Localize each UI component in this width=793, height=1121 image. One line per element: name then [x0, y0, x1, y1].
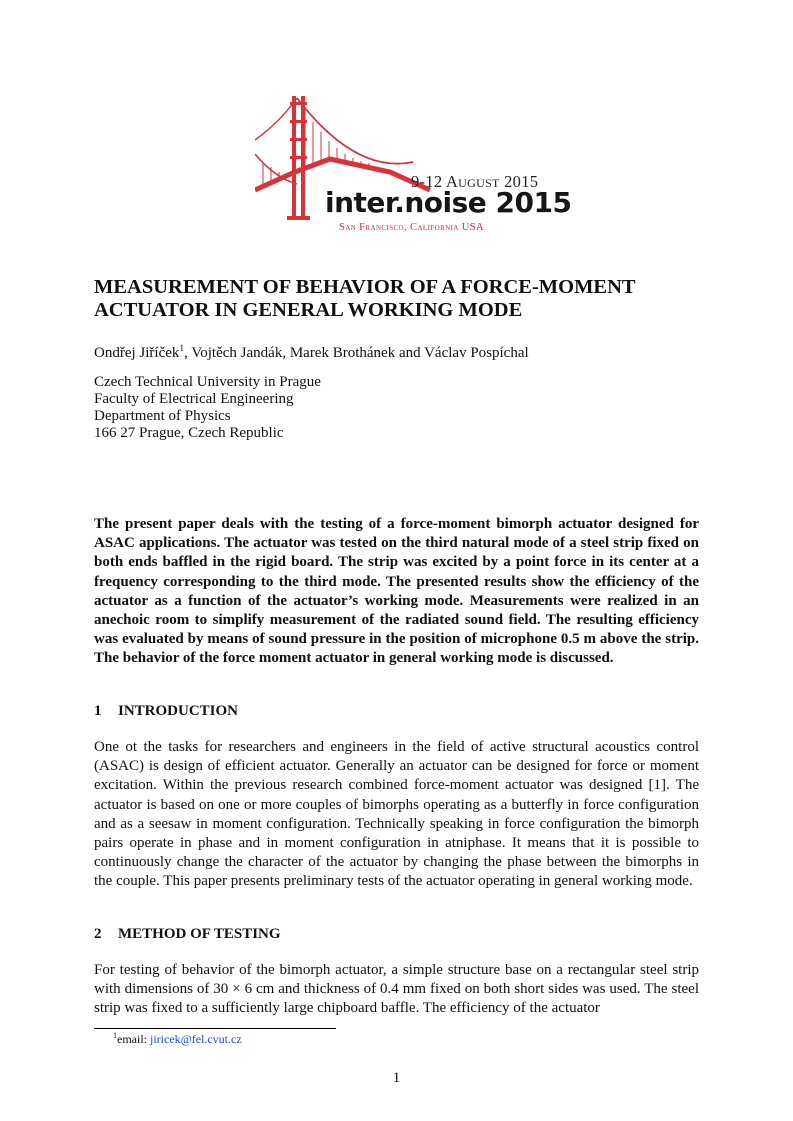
- affiliation-line: 166 27 Prague, Czech Republic: [94, 425, 284, 441]
- affiliation-line: Faculty of Electrical Engineering: [94, 391, 294, 407]
- email-link[interactable]: jiricek@fel.cvut.cz: [150, 1032, 242, 1046]
- affiliation-line: Department of Physics: [94, 408, 231, 424]
- section-number: 1: [94, 703, 102, 719]
- footnote-marker: 1: [179, 344, 185, 354]
- paper-title: MEASUREMENT OF BEHAVIOR OF A FORCE-MOMENT ACTUATOR IN GENERAL WORKING MODE: [94, 276, 636, 321]
- author-list: [94, 344, 529, 362]
- introduction-paragraph: One ot the tasks for researchers and engineers in the field of active structural acoustics control (ASAC) is design of efficient actuator. Generally an actuator can be designed for force or moment excitation. Within the previous research combined force-moment actuator was designed [1]. The actuator is based on one or more couples of bimorphs operating as a butterfly in force configuration and as a seesaw in moment configuration. Technically speaking in force configuration the bimorph pairs operate in phase and in moment configuration in atniphase. It means that it is possible to continuously change the character of the actuator by changing the phase between the bimorphs in the couple. This paper presents preliminary tests of the actuator operating in general working mode.: [94, 739, 699, 890]
- footnote-label: email:: [117, 1032, 150, 1046]
- affiliation-block: [94, 374, 321, 442]
- method-paragraph: For testing of behavior of the bimorph actuator, a simple structure base on a rectangular steel strip with dimensions of 30 × 6 cm and thickness of 0.4 mm fixed on both short sides was used. The steel strip was fixed to a sufficiently large chipboard baffle. The efficiency of the actuator: [94, 962, 699, 1017]
- golden-gate-bridge-icon: [255, 92, 555, 242]
- section-title: METHOD OF TESTING: [118, 926, 281, 942]
- section-title: INTRODUCTION: [118, 703, 239, 719]
- footnote-rule: [94, 1028, 336, 1029]
- page-number: 1: [392, 1070, 401, 1086]
- section-heading-method: [94, 926, 281, 943]
- other-authors: , Vojtěch Jandák, Marek Brothánek and Václav Pospíchal: [184, 345, 529, 361]
- conference-date: 9-12 August 2015: [411, 172, 539, 191]
- conference-brand: inter.noise 2015: [325, 186, 572, 219]
- section-number: 2: [94, 926, 102, 942]
- conference-location: San Francisco, California USA: [339, 222, 485, 233]
- affiliation-line: Czech Technical University in Prague: [94, 374, 321, 390]
- abstract: The present paper deals with the testing of a force-moment bimorph actuator designed for ASAC applications. The actuator was tested on the third natural mode of a steel strip fixed on both ends baffled in the rigid board. The strip was excited by a point force in its center at a frequency corresponding to the third mode. The presented results show the efficiency of the actuator as a function of the actuator’s working mode. Measurements were realized in an anechoic room to simplify measurement of the radiated sound field. The resulting efficiency was evaluated by means of sound pressure in the position of microphone 0.5 m above the strip. The behavior of the force moment actuator in general working mode is discussed.: [94, 516, 699, 667]
- footnote-mark: 1: [113, 1031, 117, 1040]
- conference-logo: [255, 92, 572, 242]
- footnote: [113, 1031, 242, 1047]
- section-heading-introduction: [94, 703, 238, 720]
- first-author: Ondřej Jiříček: [94, 345, 180, 361]
